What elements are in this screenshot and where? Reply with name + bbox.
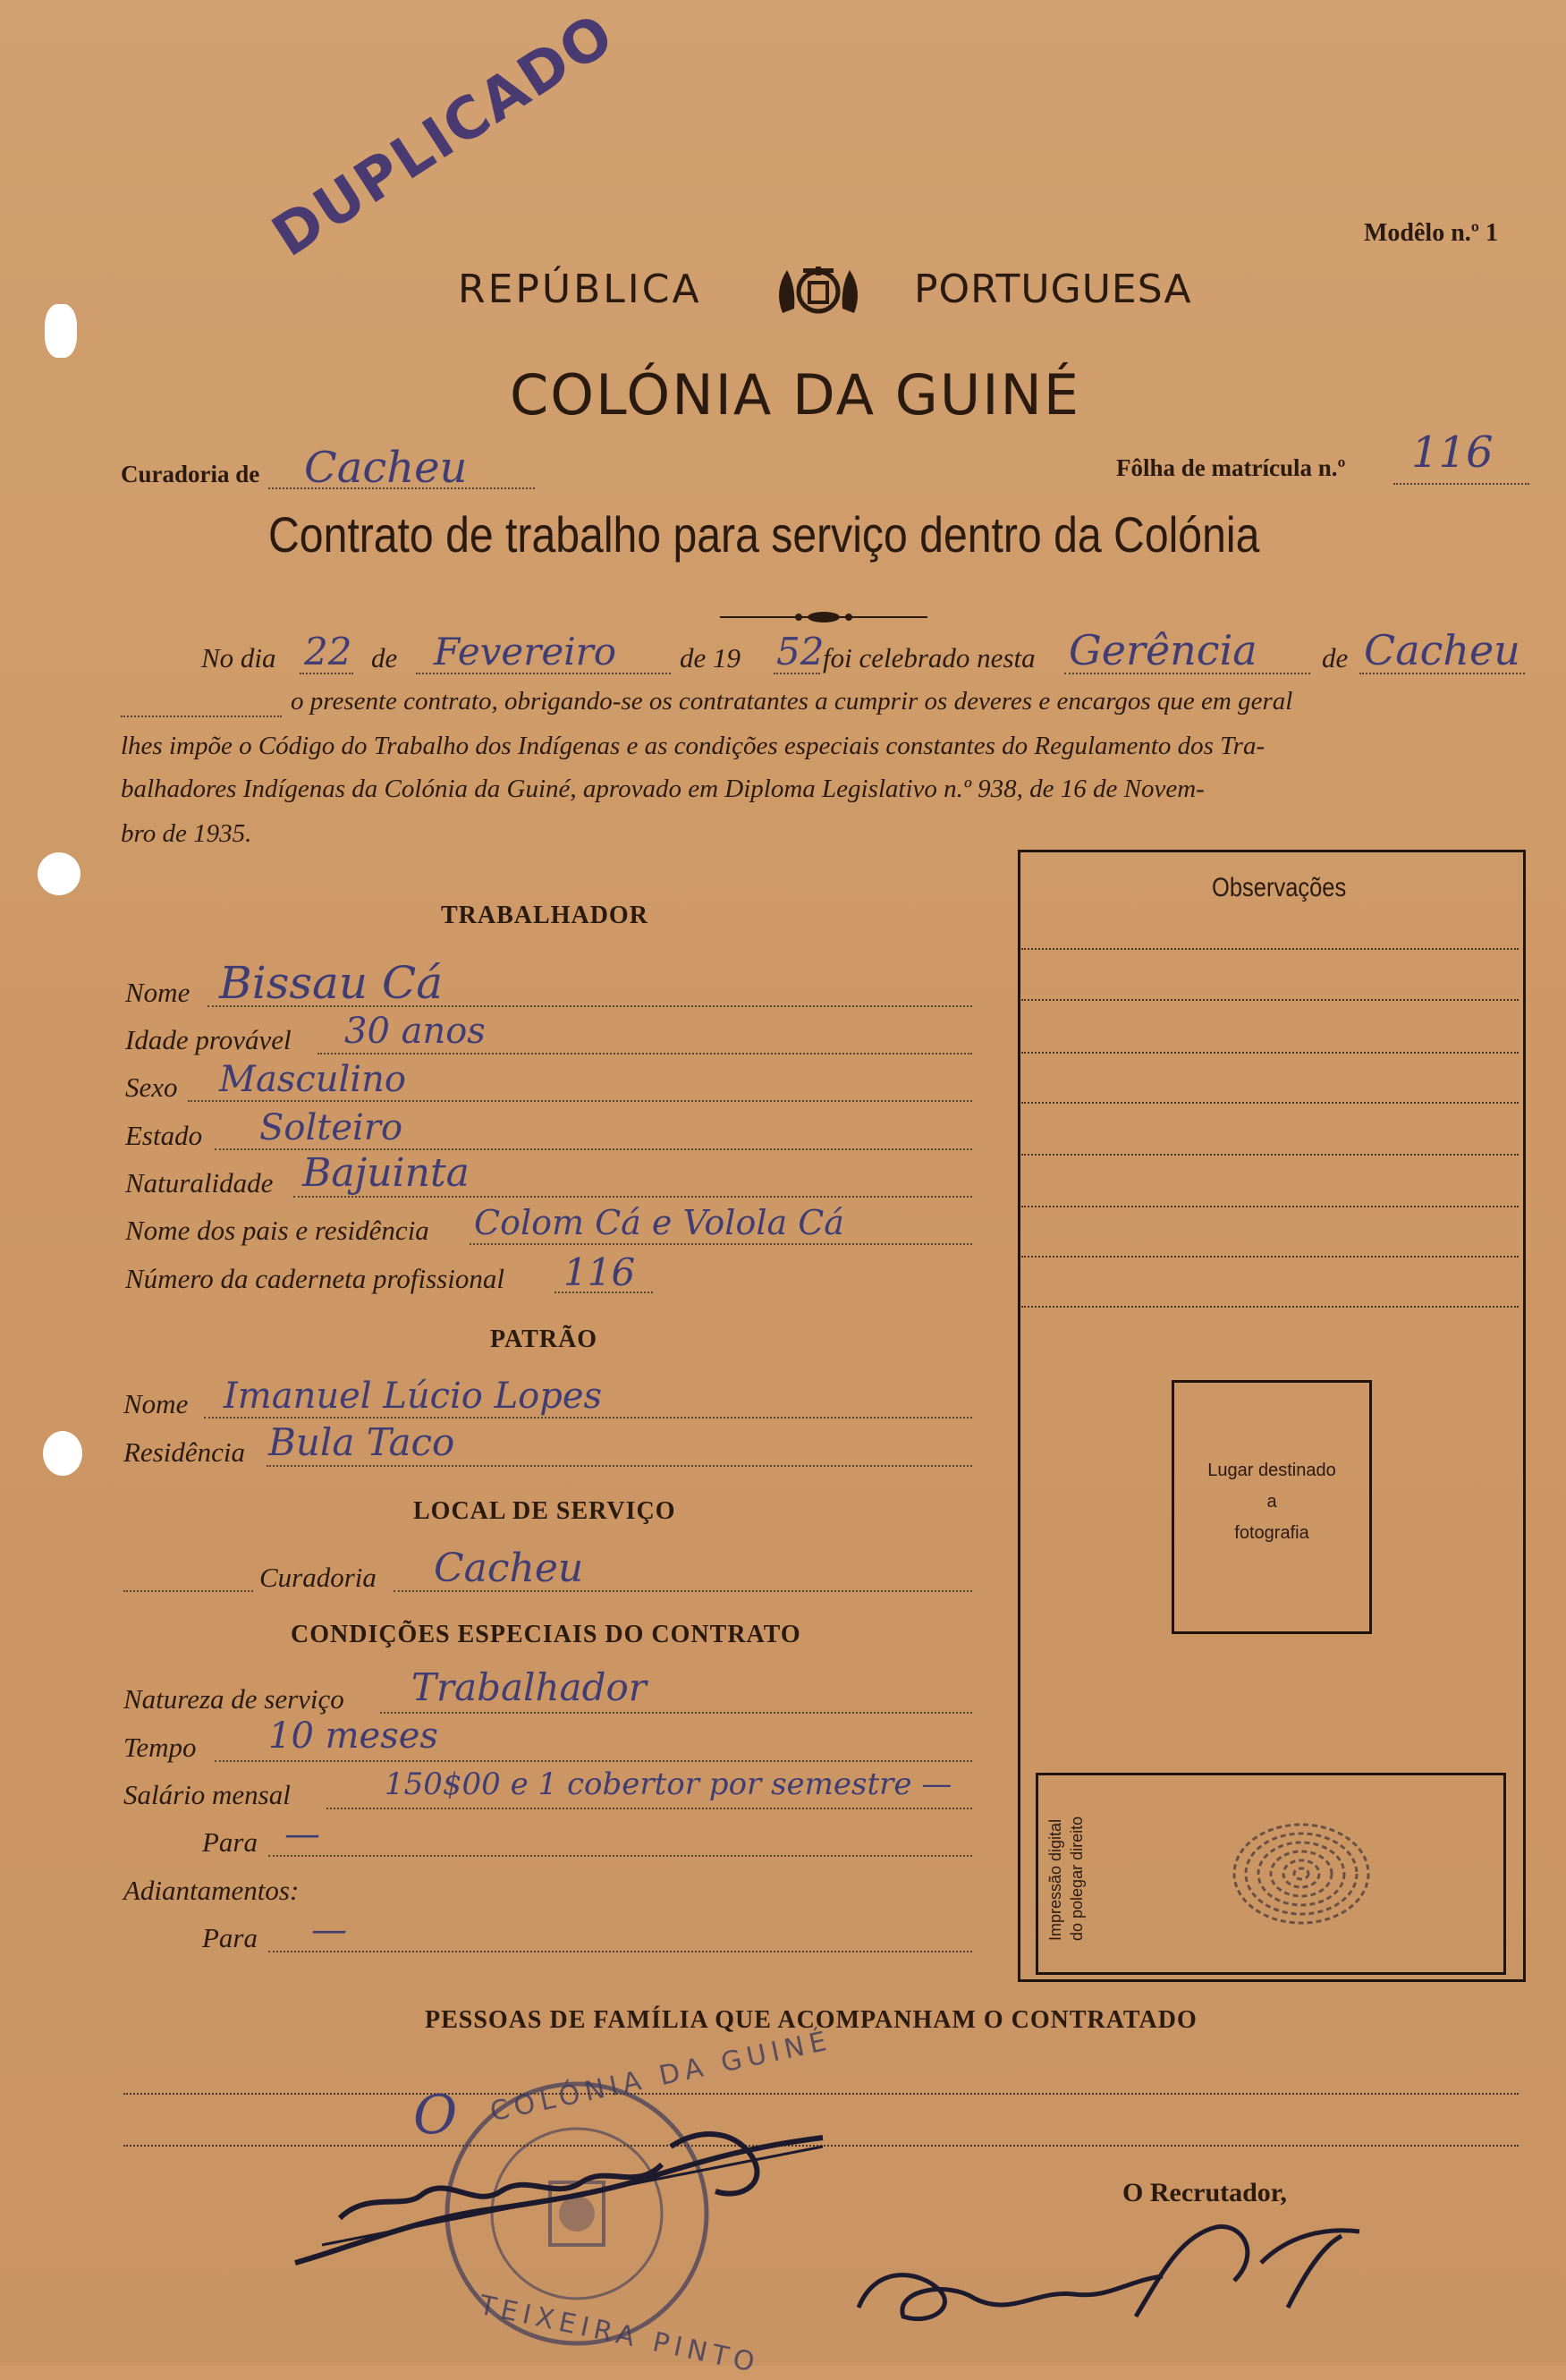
local-servico-heading: LOCAL DE SERVIÇO xyxy=(413,1497,676,1525)
intro-line3: lhes impõe o Código do Trabalho dos Indígenas e as condições especiais constantes do Regulamento dos Tra- xyxy=(121,732,1265,760)
naturalidade-label: Naturalidade xyxy=(125,1167,274,1198)
intro-local2-value: Cacheu xyxy=(1364,626,1520,674)
familia-handwritten-mark: O xyxy=(413,2084,458,2147)
intro-mes-value: Fevereiro xyxy=(434,630,617,673)
caderneta-label: Número da caderneta profissional xyxy=(125,1263,504,1294)
intro-de1: de xyxy=(371,642,398,673)
naturalidade-value: Bajuinta xyxy=(302,1150,470,1196)
patrao-nome-label: Nome xyxy=(123,1388,189,1419)
republic-left: REPÚBLICA xyxy=(458,267,702,312)
pais-value: Colom Cá e Volola Cá xyxy=(474,1203,844,1242)
observacoes-heading: Observações xyxy=(1212,873,1347,902)
familia-heading: PESSOAS DE FAMÍLIA QUE ACOMPANHAM O CONTRATADO xyxy=(425,2006,1198,2034)
estado-value: Solteiro xyxy=(259,1107,403,1148)
pais-label: Nome dos pais e residência xyxy=(125,1215,429,1246)
tempo-label: Tempo xyxy=(123,1732,197,1763)
idade-value: 30 anos xyxy=(344,1011,486,1052)
intro-de2: de xyxy=(1322,642,1349,673)
tempo-value: 10 meses xyxy=(268,1715,438,1757)
caderneta-value: 116 xyxy=(563,1250,636,1294)
curadoria-value: Cacheu xyxy=(304,443,468,493)
folha-label: Fôlha de matrícula n.º xyxy=(1116,454,1346,481)
fingerprint-label-2: do polegar direito xyxy=(1068,1816,1086,1941)
patrao-heading: PATRÃO xyxy=(490,1326,598,1353)
colony-title: COLÓNIA DA GUINÉ xyxy=(510,362,1081,428)
model-number: Modêlo n.º 1 xyxy=(1364,219,1499,247)
coat-of-arms-icon xyxy=(769,259,868,322)
seal-top-text: COLÓNIA DA GUINÉ xyxy=(487,2025,835,2129)
photo-line3: fotografia xyxy=(1234,1523,1309,1543)
para2-label: Para xyxy=(202,1922,258,1953)
sexo-value: Masculino xyxy=(219,1059,406,1100)
nome-value: Bissau Cá xyxy=(219,957,444,1009)
local-curadoria-value: Cacheu xyxy=(434,1546,584,1591)
seal-bottom-text: TEIXEIRA PINTO xyxy=(476,2290,763,2380)
patrao-residencia-value: Bula Taco xyxy=(268,1420,455,1464)
intro-line5: bro de 1935. xyxy=(121,819,252,848)
local-curadoria-label: Curadoria xyxy=(259,1562,377,1593)
adiantamentos-label: Adiantamentos: xyxy=(123,1875,300,1906)
signature-left xyxy=(286,2111,841,2308)
estado-label: Estado xyxy=(125,1120,203,1151)
intro-dia-value: 22 xyxy=(304,630,352,673)
ornament-divider xyxy=(720,608,927,626)
trabalhador-heading: TRABALHADOR xyxy=(441,902,648,929)
intro-celebrado: foi celebrado nesta xyxy=(823,642,1036,673)
fingerprint-label-1: Impressão digital xyxy=(1046,1818,1064,1941)
patrao-residencia-label: Residência xyxy=(123,1436,246,1468)
republic-right: PORTUGUESA xyxy=(914,267,1192,312)
intro-no-dia: No dia xyxy=(201,642,276,673)
para1-label: Para xyxy=(202,1826,258,1858)
folha-value: 116 xyxy=(1411,428,1494,478)
intro-ano-value: 52 xyxy=(776,630,825,673)
natureza-label: Natureza de serviço xyxy=(123,1683,344,1715)
natureza-value: Trabalhador xyxy=(411,1665,647,1709)
curadoria-label: Curadoria de xyxy=(121,461,260,487)
para2-value: — xyxy=(311,1910,347,1951)
intro-local-value: Gerência xyxy=(1069,626,1257,674)
intro-line2: o presente contrato, obrigando-se os contratantes a cumprir os deveres e encargos que em geral xyxy=(291,687,1293,716)
idade-label: Idade provável xyxy=(125,1024,292,1055)
salario-label: Salário mensal xyxy=(123,1779,291,1810)
para1-value: — xyxy=(284,1814,320,1855)
fingerprint-icon xyxy=(1225,1816,1377,1932)
photo-line2: a xyxy=(1266,1492,1277,1512)
photo-line1: Lugar destinado xyxy=(1207,1461,1336,1480)
intro-de-ano: de 19 xyxy=(680,642,741,673)
patrao-nome-value: Imanuel Lúcio Lopes xyxy=(224,1376,603,1417)
punch-hole xyxy=(43,1431,82,1476)
condicoes-heading: CONDIÇÕES ESPECIAIS DO CONTRATO xyxy=(291,1621,801,1648)
duplicado-stamp: DUPLICADO xyxy=(261,1,627,271)
signature-recrutador xyxy=(841,2182,1395,2343)
nome-label: Nome xyxy=(125,977,190,1008)
recrutador-label: O Recrutador, xyxy=(1122,2178,1287,2207)
punch-hole xyxy=(45,304,77,358)
page-title: Contrato de trabalho para serviço dentro da Colónia xyxy=(268,506,1260,563)
sexo-label: Sexo xyxy=(125,1071,178,1103)
punch-hole xyxy=(38,852,80,895)
intro-line4: balhadores Indígenas da Colónia da Guiné, aprovado em Diploma Legislativo n.º 938, de 16 de Novem- xyxy=(121,775,1205,803)
salario-value: 150$00 e 1 cobertor por semestre — xyxy=(385,1766,952,1802)
